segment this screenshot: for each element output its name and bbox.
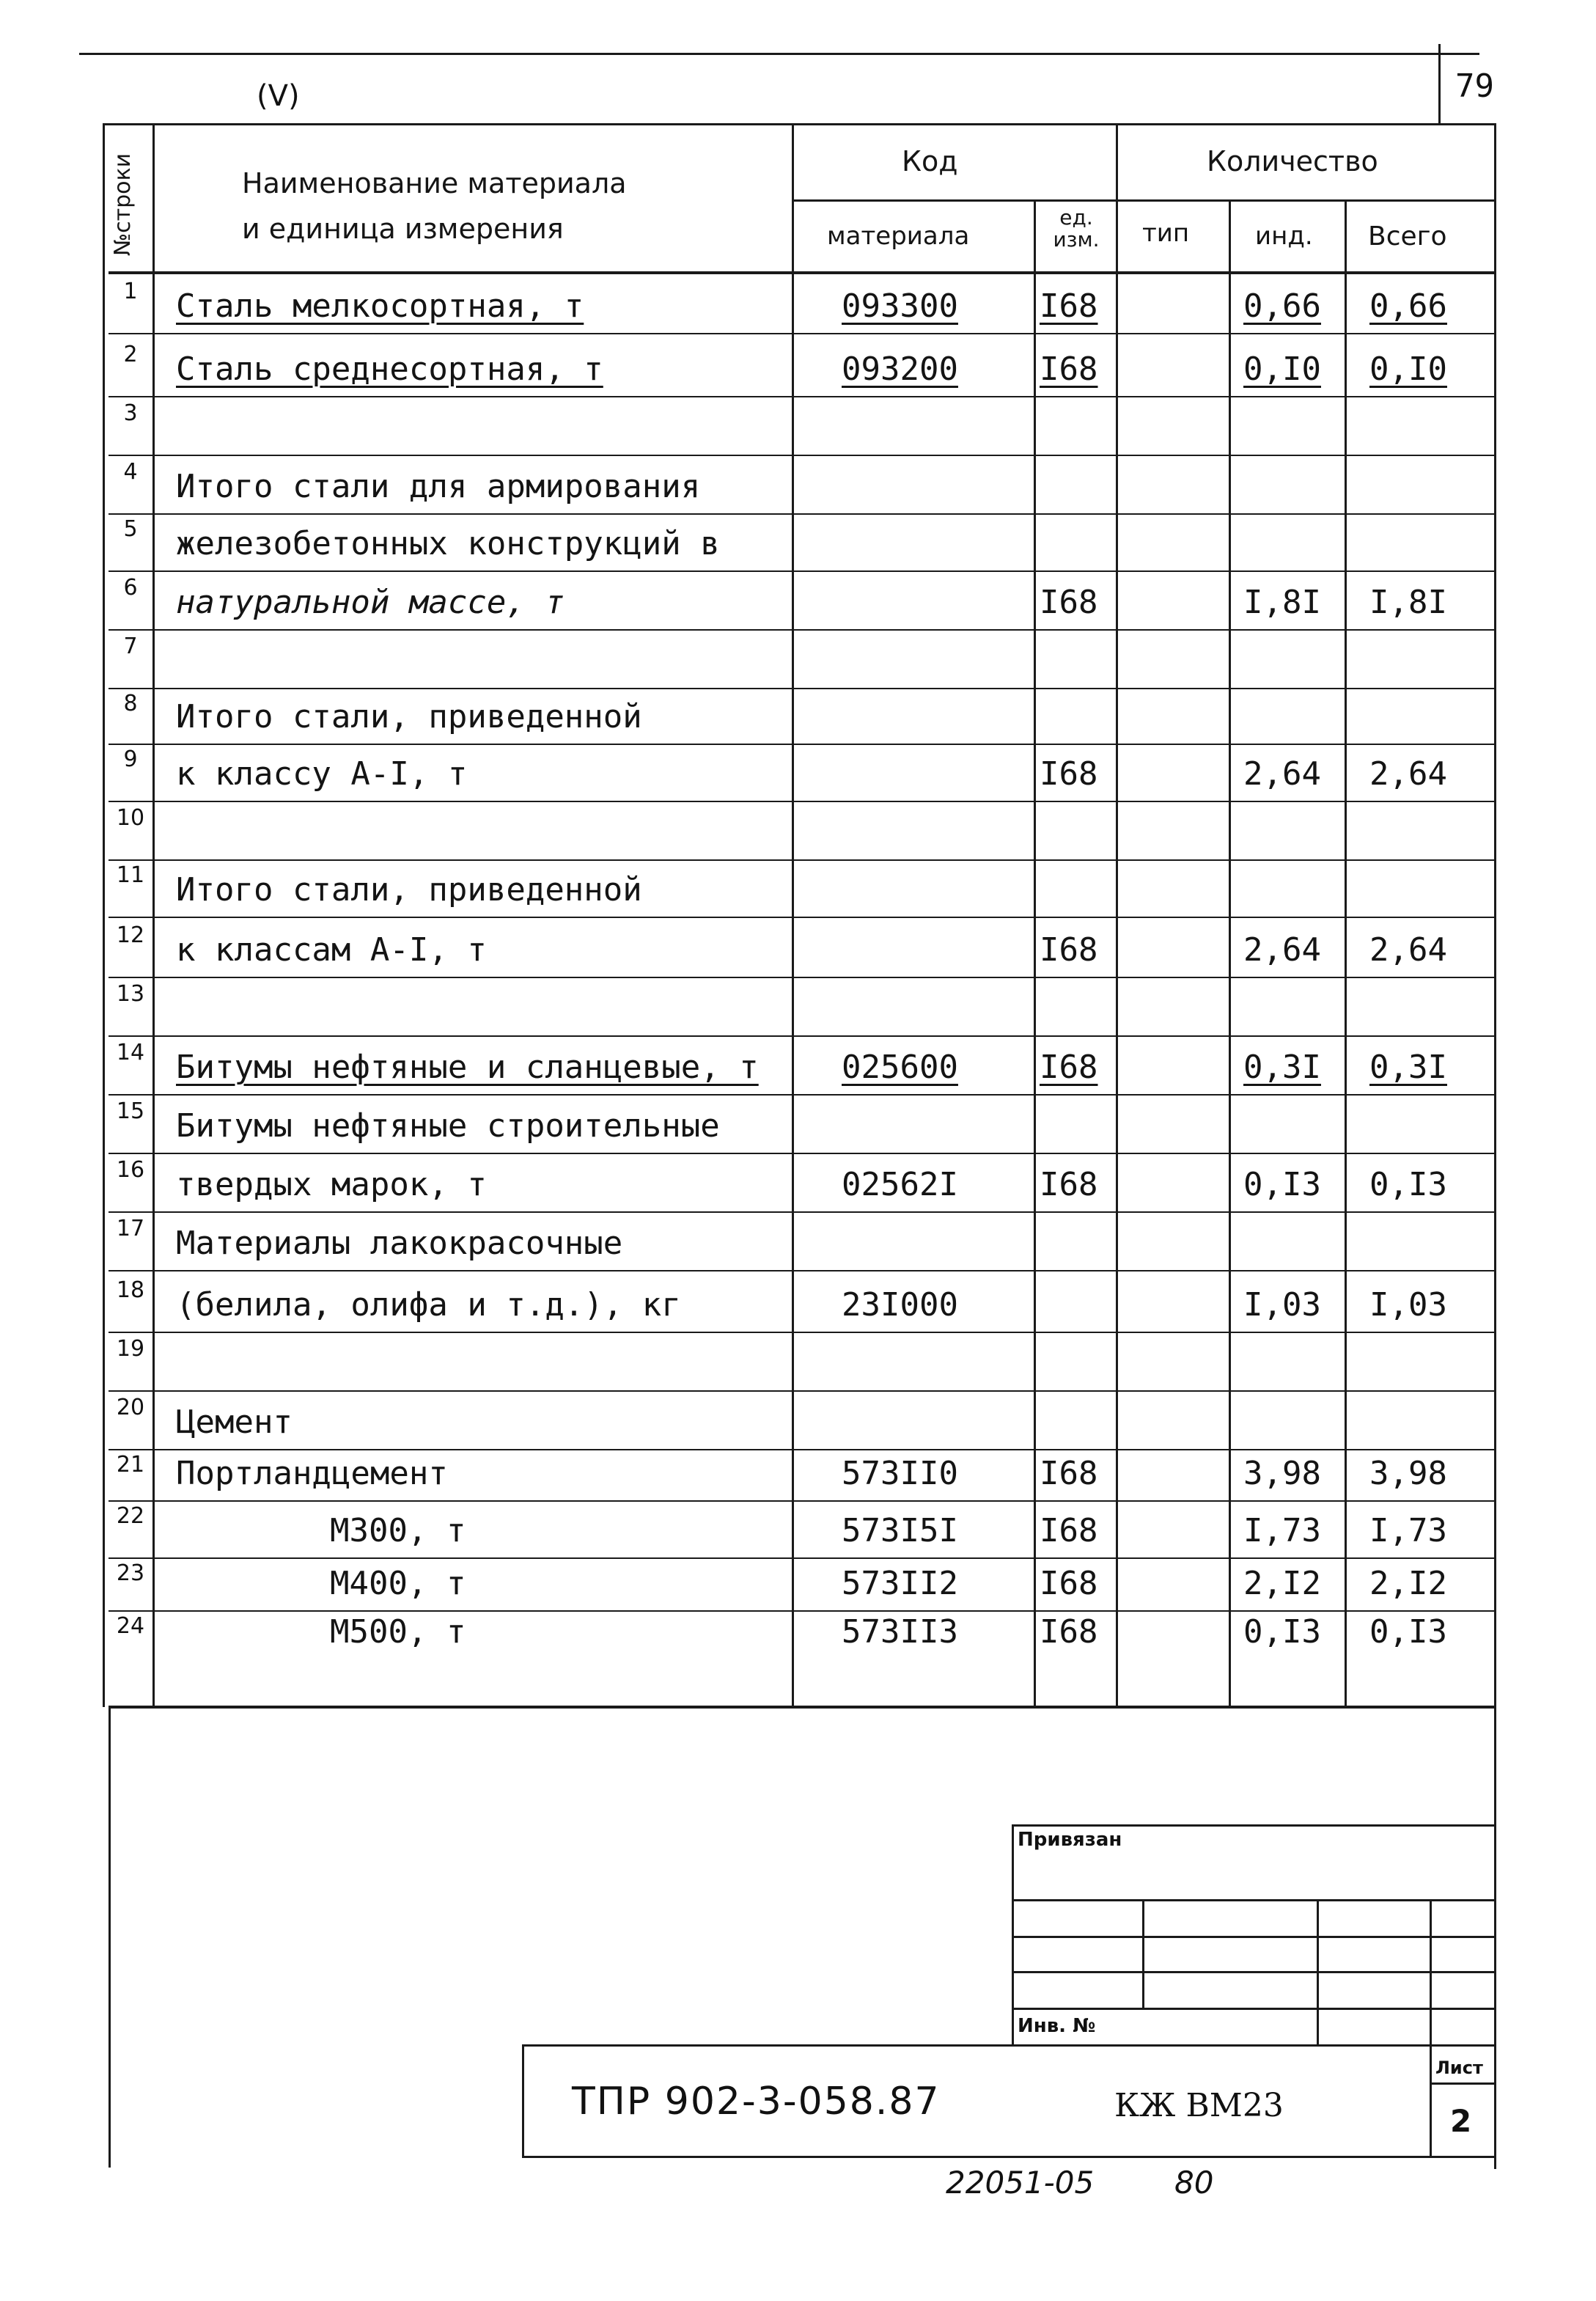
name-header-line2: и единица измерения (242, 213, 564, 245)
table-row (0, 271, 1596, 333)
unit-code: I68 (1040, 584, 1098, 621)
table-row (0, 859, 1596, 917)
table-row (0, 1557, 1596, 1610)
material-name: к классу А-I, т (176, 755, 468, 793)
material-code: 23I000 (842, 1286, 958, 1324)
unit-code: I68 (1040, 1613, 1098, 1651)
row-number: 4 (123, 459, 138, 485)
footer-page: 80 (1174, 2165, 1214, 2201)
table-bottom (109, 1706, 1496, 1709)
inv-label: Инв. № (1018, 2015, 1096, 2037)
material-name: твердых марок, т (176, 1166, 487, 1203)
stamp-vline-2 (1317, 1899, 1319, 2044)
material-code: 573II3 (842, 1613, 958, 1651)
table-row (0, 977, 1596, 1035)
table-row (0, 629, 1596, 688)
row-number: 23 (116, 1560, 145, 1586)
material-name: Цемент (176, 1403, 293, 1441)
qty-total: 2,64 (1369, 755, 1447, 793)
qty-total: 0,I3 (1369, 1166, 1447, 1203)
table-row (0, 455, 1596, 513)
stamp-line-3 (1012, 1971, 1496, 1973)
row-number: 24 (116, 1613, 145, 1639)
table-row (0, 396, 1596, 455)
qty-ind: I,03 (1243, 1286, 1321, 1324)
table-row (0, 1035, 1596, 1094)
unit-code: I68 (1040, 1049, 1098, 1086)
table-row (0, 570, 1596, 629)
sheet-label: Лист (1435, 2058, 1483, 2078)
table-row (0, 744, 1596, 801)
qty-ind-header: инд. (1255, 221, 1313, 251)
qty-ind: 0,66 (1243, 287, 1321, 325)
qty-total: 2,I2 (1369, 1565, 1447, 1602)
material-name: Сталь мелкосортная, т (176, 287, 584, 325)
qty-ind: 0,I0 (1243, 351, 1321, 388)
material-code: 573I5I (842, 1512, 958, 1549)
unit-code: I68 (1040, 1565, 1098, 1602)
header-mid-line (792, 199, 1496, 202)
qty-total: I,8I (1369, 584, 1447, 621)
material-name: натуральной массе, т (176, 584, 565, 621)
row-number: 10 (116, 805, 145, 831)
stamp-left (1012, 1824, 1014, 2044)
sheet-box-left (1430, 2044, 1432, 2156)
material-name: железобетонных конструкций в (176, 525, 720, 562)
material-code: 02562I (842, 1166, 958, 1203)
qty-ind: 0,I3 (1243, 1166, 1321, 1203)
row-number: 21 (116, 1452, 145, 1478)
table-row (0, 1153, 1596, 1211)
unit-code: I68 (1040, 1166, 1098, 1203)
qty-ind: 2,I2 (1243, 1565, 1321, 1602)
row-number: 2 (123, 342, 138, 367)
sheet-number: 2 (1450, 2103, 1472, 2139)
table-top (103, 123, 1496, 125)
code-header: Код (902, 145, 958, 177)
table-row (0, 333, 1596, 396)
code-unit-header: ед. изм. (1053, 205, 1100, 252)
stamp-top (1012, 1824, 1496, 1827)
material-code: 025600 (842, 1049, 958, 1086)
sheet-box-mid (1430, 2082, 1496, 2085)
row-number: 18 (116, 1277, 145, 1303)
qty-total: I,73 (1369, 1512, 1447, 1549)
row-number: 22 (116, 1503, 145, 1529)
footer-note: 22051-05 (946, 2165, 1095, 2201)
row-number: 17 (116, 1216, 145, 1241)
code-material-header: материала (827, 221, 970, 251)
quantity-header: Количество (1207, 145, 1378, 177)
qty-ind: 2,64 (1243, 931, 1321, 969)
material-name: Итого стали для армирования (176, 468, 701, 505)
attached-label: Привязан (1018, 1829, 1122, 1851)
qty-ind: 0,I3 (1243, 1613, 1321, 1651)
qty-total: 2,64 (1369, 931, 1447, 969)
qty-total-header: Всего (1368, 221, 1447, 252)
material-name: к классам А-I, т (176, 931, 487, 969)
table-row (0, 1094, 1596, 1153)
name-header: Наименование материала (242, 167, 627, 199)
table-row (0, 917, 1596, 977)
material-name: Битумы нефтяные и сланцевые, т (176, 1049, 759, 1086)
qty-total: 0,I0 (1369, 351, 1447, 388)
page-number-box-line (1438, 44, 1441, 125)
material-name: (белила, олифа и т.д.), кг (176, 1286, 681, 1324)
qty-total: 3,98 (1369, 1455, 1447, 1492)
row-number: 16 (116, 1157, 145, 1183)
row-number: 6 (123, 575, 138, 601)
qty-ind: I,73 (1243, 1512, 1321, 1549)
material-code: 093200 (842, 351, 958, 388)
row-number: 13 (116, 981, 145, 1007)
row-number: 1 (123, 279, 138, 304)
qty-ind: I,8I (1243, 584, 1321, 621)
stamp-line-2 (1012, 1936, 1496, 1938)
row-number: 20 (116, 1395, 145, 1420)
material-name: Сталь среднесортная, т (176, 351, 603, 388)
row-number: 8 (123, 691, 138, 716)
frame-left-lower (109, 1706, 111, 2168)
table-row (0, 1610, 1596, 1656)
material-code: 573II0 (842, 1455, 958, 1492)
qty-ind: 2,64 (1243, 755, 1321, 793)
qty-total: 0,66 (1369, 287, 1447, 325)
table-row (0, 1390, 1596, 1449)
table-row (0, 801, 1596, 859)
material-name: Битумы нефтяные строительные (176, 1107, 720, 1145)
table-row (0, 513, 1596, 570)
row-number: 12 (116, 922, 145, 948)
unit-code: I68 (1040, 1512, 1098, 1549)
table-row (0, 1449, 1596, 1500)
qty-total: 0,3I (1369, 1049, 1447, 1086)
unit-code: I68 (1040, 351, 1098, 388)
material-code: 573II2 (842, 1565, 958, 1602)
unit-code: I68 (1040, 931, 1098, 969)
stamp-line-1 (1012, 1899, 1496, 1901)
row-number: 3 (123, 400, 138, 426)
row-number: 7 (123, 634, 138, 659)
qty-type-header: тип (1142, 219, 1190, 248)
row-number: 14 (116, 1040, 145, 1065)
qty-ind: 0,3I (1243, 1049, 1321, 1086)
material-code: 093300 (842, 287, 958, 325)
material-name: М300, т (330, 1512, 466, 1549)
doc-mark: КЖ ВМ23 (1114, 2087, 1284, 2124)
stamp-line-4 (1012, 2008, 1496, 2010)
table-row (0, 1211, 1596, 1270)
title-block-left (522, 2044, 524, 2156)
material-name: Материалы лакокрасочные (176, 1225, 623, 1262)
table-row (0, 1332, 1596, 1390)
stamp-vline-1 (1142, 1899, 1144, 2008)
title-block-bottom (522, 2156, 1496, 2158)
material-name: М400, т (330, 1565, 466, 1602)
qty-total: I,03 (1369, 1286, 1447, 1324)
material-name: Итого стали, приведенной (176, 871, 642, 909)
row-number: 5 (123, 516, 138, 542)
qty-total: 0,I3 (1369, 1613, 1447, 1651)
row-number: 9 (123, 746, 138, 772)
row-number: 15 (116, 1098, 145, 1124)
table-row (0, 688, 1596, 744)
unit-code: I68 (1040, 755, 1098, 793)
qty-ind: 3,98 (1243, 1455, 1321, 1492)
table-row (0, 1500, 1596, 1557)
stamp-vline-3 (1430, 1899, 1432, 2044)
title-block-top (522, 2044, 1496, 2047)
unit-code: I68 (1040, 1455, 1098, 1492)
row-label-header: №строки (110, 153, 136, 257)
material-name: Итого стали, приведенной (176, 698, 642, 735)
material-name: М500, т (330, 1613, 466, 1651)
page-number: 79 (1455, 67, 1494, 105)
unit-code: I68 (1040, 287, 1098, 325)
doc-code: ТПР 902-3-058.87 (572, 2080, 941, 2124)
section-mark: (V) (257, 79, 300, 113)
row-number: 19 (116, 1336, 145, 1362)
material-name: Портландцемент (176, 1455, 448, 1492)
table-row (0, 1270, 1596, 1332)
row-number: 11 (116, 862, 145, 888)
top-rule (79, 53, 1479, 55)
